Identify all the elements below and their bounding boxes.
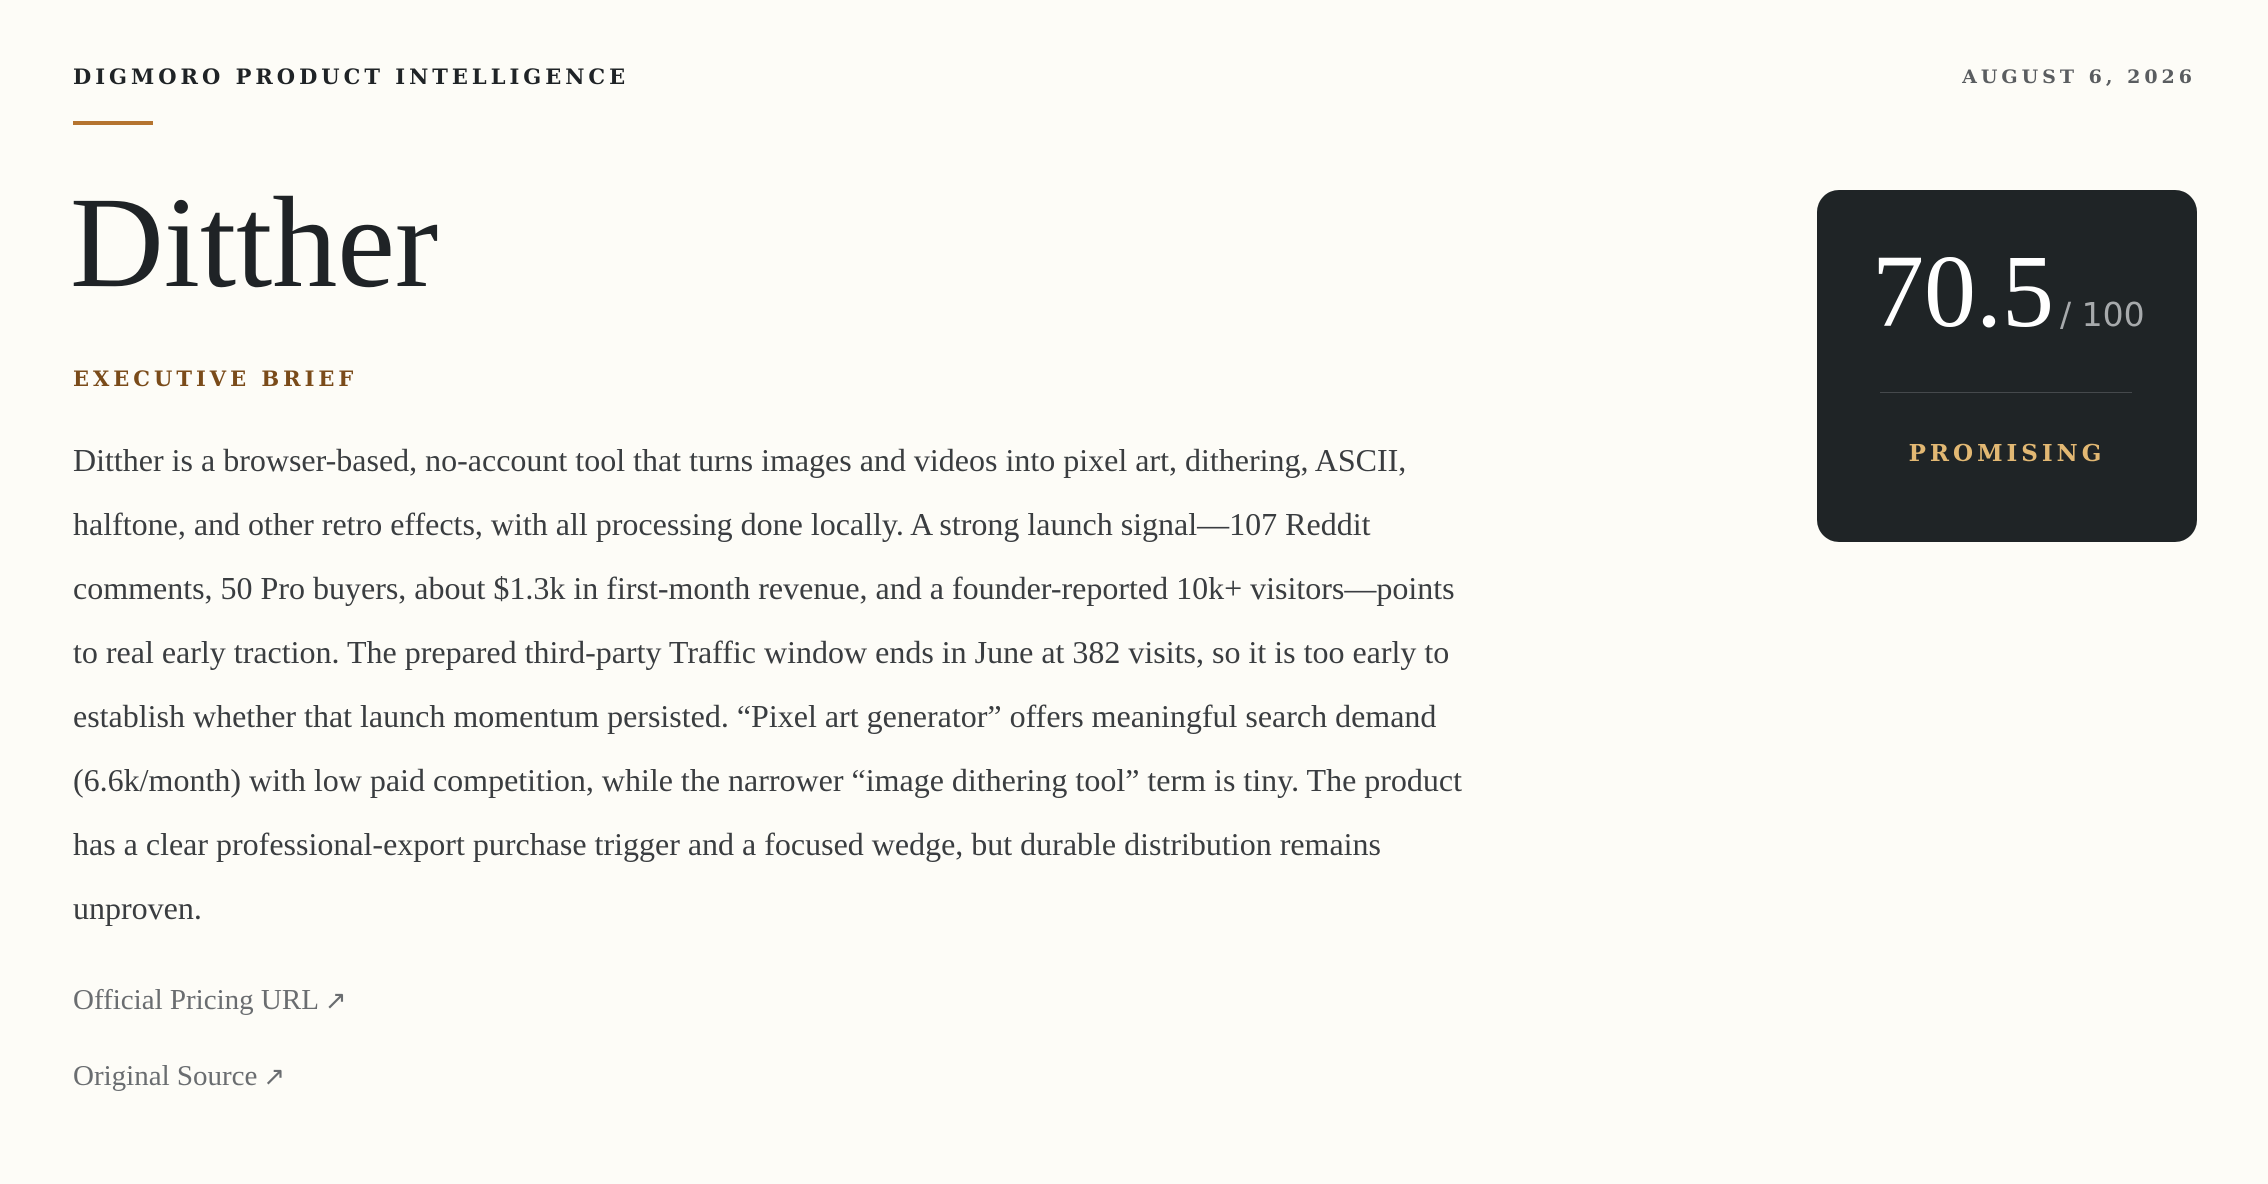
official-pricing-link[interactable] [73,976,347,1052]
executive-brief-text: Ditther is a browser-based, no-account tool that turns images and videos into pixel art, dithering, ASCII, halftone, and other retro effects, with all processing done locally. A strong launch signal—107 Reddit comments, 50 Pro buyers, about $1.3k in first-month revenue, and a founder-reported 10k+ visitors—points to real early traction. The prepared third-party Traffic window ends in June at 382 visits, so it is too early to establish whether that launch momentum persisted. “Pixel art generator” offers meaningful search demand (6.6k/month) with low paid competition, while the narrower “image dithering tool” term is tiny. The product has a clear professional-export purchase trigger and a focused wedge, but durable distribution remains unproven. [73,442,1463,926]
original-source-link-label: Original Source [73,1060,258,1092]
score-value: 70.5 [1872,234,2054,349]
product-title: Ditther [70,171,439,315]
score-max: / 100 [2060,295,2145,334]
brand-accent-rule [73,121,153,125]
external-link-icon: ↗ [324,986,347,1016]
score-rating: PROMISING [1908,440,2106,467]
executive-brief-label: EXECUTIVE BRIEF [73,366,358,391]
official-pricing-link-label: Official Pricing URL [73,984,319,1016]
source-links [73,976,347,1128]
score-card [1817,190,2197,542]
score-divider [1880,392,2132,393]
report-date: AUGUST 6, 2026 [1962,66,2196,88]
external-link-icon: ↗ [263,1062,286,1092]
brand-name: DIGMORO PRODUCT INTELLIGENCE [73,64,630,89]
original-source-link[interactable] [73,1052,347,1128]
score-row [1872,234,2145,349]
